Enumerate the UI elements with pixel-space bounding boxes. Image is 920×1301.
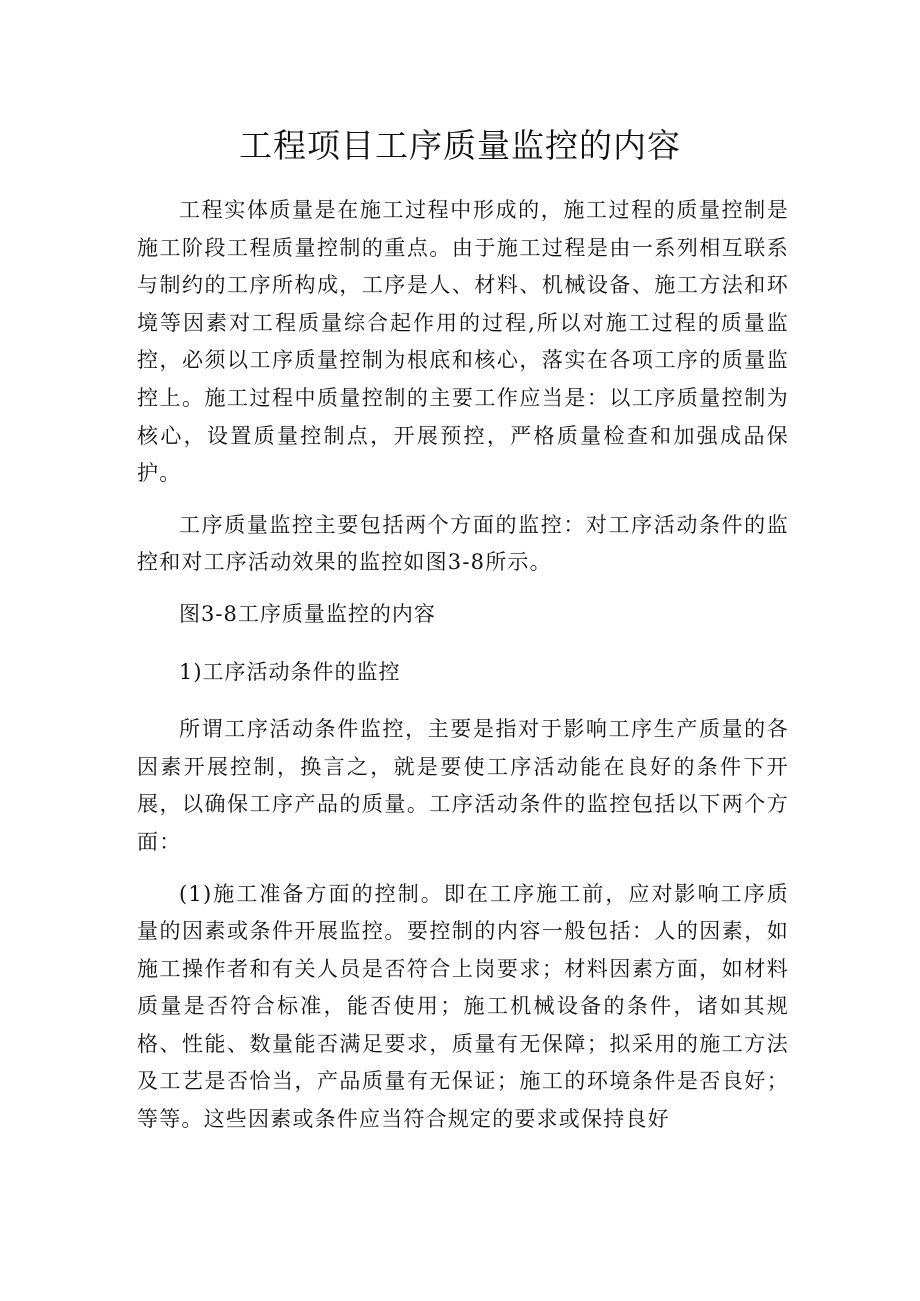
paragraph-intro: 工程实体质量是在施工过程中形成的，施工过程的质量控制是施工阶段工程质量控制的重点。由于施工过程是由一系列相互联系与制约的工序所构成，工序是人、材料、机械设备、施工方法和环境等因素对工程质量综合起作用的过程,所以对施工过程的质量监控，必须以工序质量控制为根底和核心，落实在各项工序的质量监控上。施工过程中质量控制的主要工作应当是：以工序质量控制为核心，设置质量控制点，开展预控，严格质量检查和加强成品保护。: [137, 198, 789, 486]
figure-caption: 图3-8工序质量监控的内容: [179, 601, 436, 626]
document-title: 工程项目工序质量监控的内容: [239, 126, 681, 165]
document-body: [137, 192, 789, 1153]
paragraph-overview: 工序质量监控主要包括两个方面的监控：对工序活动条件的监控和对工序活动效果的监控如图3-8所示。: [137, 512, 789, 575]
section-heading-1: 1)工序活动条件的监控: [179, 659, 401, 684]
paragraph-conditions: 所谓工序活动条件监控，主要是指对于影响工序生产质量的各因素开展控制，换言之，就是要使工序活动能在良好的条件下开展，以确保工序产品的质量。工序活动条件的监控包括以下两个方面：: [137, 717, 789, 854]
paragraph-preparation: (1)施工准备方面的控制。即在工序施工前，应对影响工序质量的因素或条件开展监控。要控制的内容一般包括：人的因素，如施工操作者和有关人员是否符合上岗要求；材料因素方面，如材料质量是否符合标准，能否使用；施工机械设备的条件，诸如其规格、性能、数量能否满足要求，质量有无保障；拟采用的施工方法及工艺是否恰当，产品质量有无保证；施工的环境条件是否良好；等等。这些因素或条件应当符合规定的要求或保持良好: [137, 881, 789, 1132]
